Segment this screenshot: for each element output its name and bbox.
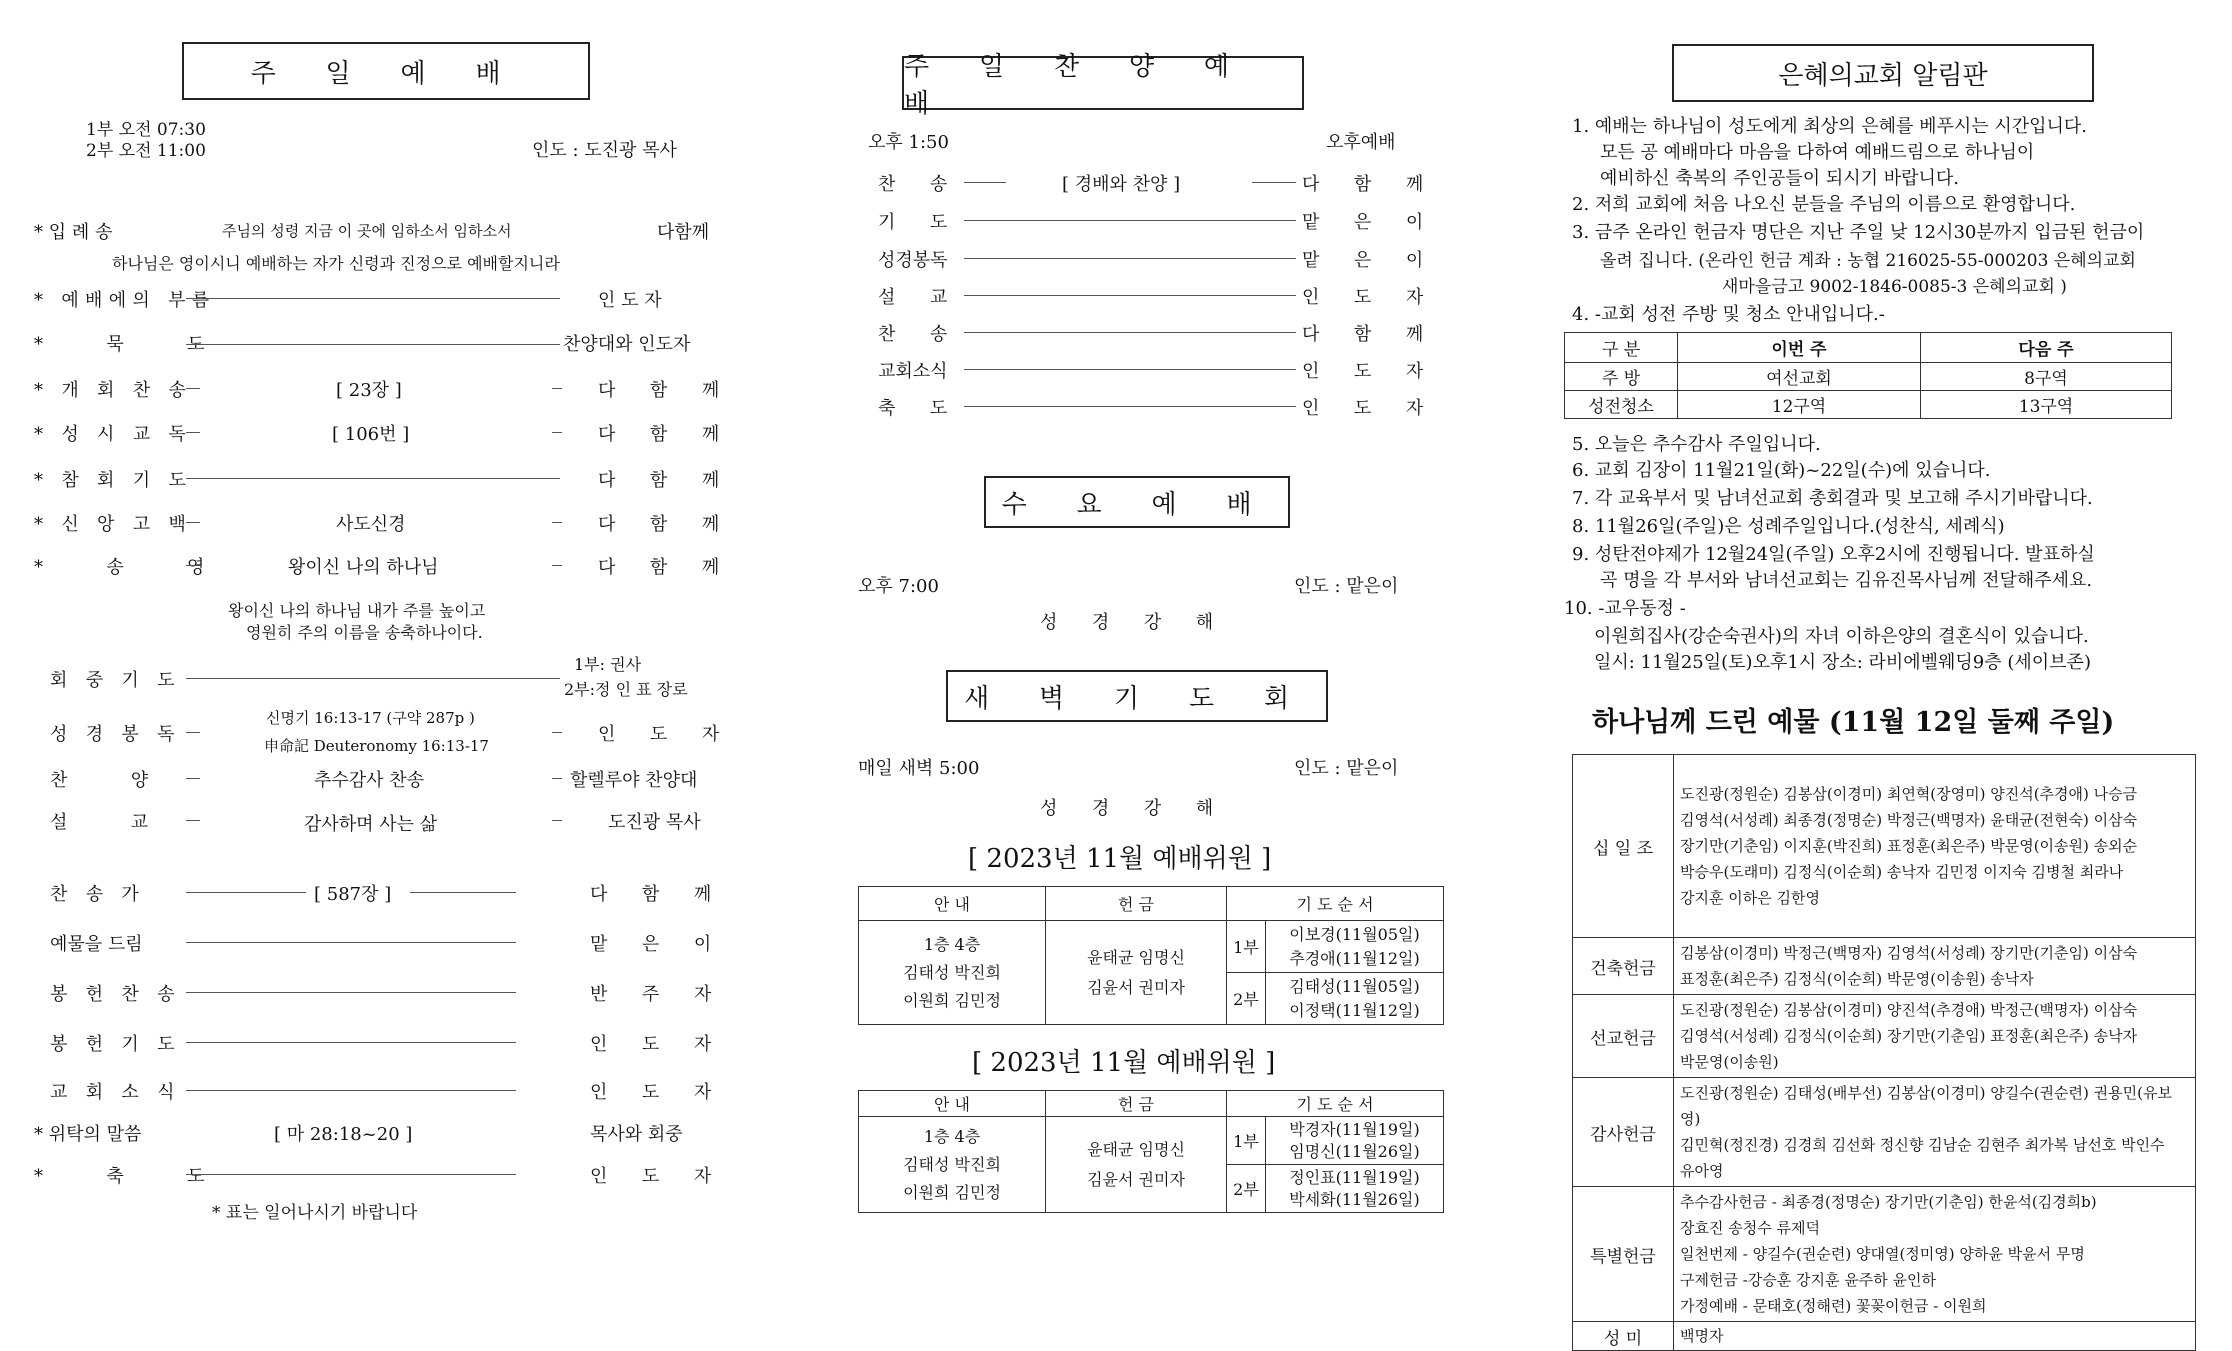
order-item-who: 다 함 께 [598, 424, 734, 445]
offering-names: 김영석(서성례) 김정식(이순희) 장기만(기춘임) 표정훈(최은주) 송낙자 [1680, 1027, 2138, 1045]
dawn-content: 성 경 강 해 [1040, 798, 1228, 819]
notice-line: 일시: 11월25일(토)오후1시 장소: 라비에벨웨딩9층 (세이브존) [1594, 652, 2091, 673]
sermon-who: 도진광 목사 [608, 812, 701, 833]
notice-line: 곡 명을 각 부서와 남녀선교회는 김유진목사님께 전달해주세요. [1600, 570, 2093, 591]
praise-item-who: 인 도 자 [1302, 361, 1438, 382]
offering-type: 성 미 [1573, 1322, 1674, 1351]
offering-names: 박문영(이송원) [1680, 1053, 1779, 1071]
footnote: * 표는 일어나시기 바랍니다 [212, 1203, 418, 1223]
order-item-who: 인 도 자 [590, 1034, 726, 1055]
wed-leader: 인도 : 맡은이 [1294, 576, 1399, 597]
reading-ref-1: 신명기 16:13-17 (구약 287p ) [266, 709, 475, 727]
dawn-time: 매일 새벽 5:00 [858, 758, 980, 779]
order-item-who: 맡 은 이 [590, 934, 726, 955]
clean-cell: 주 방 [1565, 363, 1678, 391]
song-lyric-2: 영원히 주의 이름을 송축하나이다. [246, 623, 483, 642]
clean-header: 구 분 [1565, 333, 1678, 363]
notice-line: 4. -교회 성전 주방 및 청소 안내입니다.- [1572, 304, 1885, 325]
offering-names: 김영석(서성례) 최종경(정명순) 박정근(백명자) 윤태균(전현숙) 이삼숙 [1680, 811, 2138, 829]
praise-item-who: 맡 은 이 [1302, 212, 1438, 233]
prayer-order: 이보경(11월05일) [1289, 924, 1420, 944]
prayer-who-1: 1부: 권사 [574, 655, 642, 674]
time-2: 2부 오전 11:00 [86, 141, 206, 161]
notice-line: 1. 예배는 하나님이 성도에게 최상의 은혜를 베푸시는 시간입니다. [1572, 116, 2088, 137]
praise-item-label: 찬 송 [878, 324, 962, 345]
offering-names: 김봉삼(이경미) 박정근(백명자) 김영석(서성례) 장기만(기춘임) 이삼숙 [1680, 944, 2138, 962]
sermon-label: 설 교 [50, 812, 177, 833]
notice-line: 10. -교우동정 - [1564, 598, 1686, 619]
order-item-label: * 성 시 교 독 [34, 424, 193, 445]
header-prayer: 기 도 순 서 [1227, 887, 1444, 921]
offering-names: 박승우(도래미) 김정식(이순희) 송낙자 김민정 이지숙 김병철 최라나 [1680, 863, 2124, 881]
offering-type: 건축헌금 [1573, 938, 1674, 995]
order-item-label: * 참 회 기 도 [34, 470, 193, 491]
notice-line: 8. 11월26일(주일)은 성례주일입니다.(성찬식, 세례식) [1572, 516, 2005, 537]
clean-cell: 여선교회 [1678, 363, 1921, 391]
offering-line: 김윤서 권미자 [1087, 977, 1185, 997]
offering-names: 장효진 송청수 류제덕 [1680, 1219, 1820, 1237]
wed-time: 오후 7:00 [858, 576, 939, 597]
order-item-who: 목사와 회중 [590, 1124, 683, 1145]
offering-type: 선교헌금 [1573, 995, 1674, 1078]
wed-title-box [984, 476, 1290, 528]
order-item-who: 인 도 자 [598, 290, 662, 311]
offering-names: 도진광(정원순) 김봉삼(이경미) 최연혁(장영미) 양진석(추경애) 나승금 [1680, 785, 2138, 803]
offering-line: 윤태균 임명신 [1087, 1139, 1185, 1159]
clean-cell: 13구역 [1921, 391, 2172, 419]
praise-item-label: 교회소식 [878, 361, 948, 382]
reading-ref-2: 申命記 Deuteronomy 16:13-17 [264, 737, 489, 755]
prayer-order: 정인표(11월19일) [1289, 1167, 1420, 1187]
order-item-who: 다 함 께 [598, 380, 734, 401]
order-item-label: * 위탁의 말씀 [34, 1124, 142, 1145]
order-item-mid: 왕이신 나의 하나님 [288, 557, 439, 578]
order-item-mid: [ 23장 ] [336, 380, 402, 401]
entrance-label: * 입 례 송 [34, 222, 113, 243]
col2-time: 오후 1:50 [868, 132, 949, 153]
offering-names: 구제헌금 -강승훈 강지훈 윤주하 윤인하 [1680, 1271, 1936, 1289]
order-item-mid: [ 587장 ] [314, 884, 392, 905]
notice-line: 9. 성탄전야제가 12월24일(주일) 오후2시에 진행됩니다. 발표하실 [1572, 544, 2095, 565]
clean-header: 이번 주 [1678, 333, 1921, 363]
order-item-mid: [ 106번 ] [332, 424, 410, 445]
prayer-order: 박세화(11월26일) [1289, 1189, 1420, 1209]
offering-title: 하나님께 드린 예물 (11월 12일 둘째 주일) [1592, 707, 2115, 738]
notice-line: 3. 금주 온라인 헌금자 명단은 지난 주일 낮 12시30분까지 입금된 헌금이 [1572, 222, 2145, 243]
clean-cell: 12구역 [1678, 391, 1921, 419]
order-item-label: * 묵 도 [34, 334, 234, 355]
prayer-who-2: 2부:정 인 표 장로 [564, 680, 688, 699]
order-item-label: 예물을 드림 [50, 934, 143, 955]
committee-table-1 [858, 886, 1444, 1025]
committee-title-2: [ 2023년 11월 예배위원 ] [972, 1048, 1276, 1078]
prayer-order: 추경애(11월12일) [1289, 948, 1420, 968]
offering-names: 백명자 [1680, 1327, 1724, 1345]
col1-title-box [182, 42, 590, 100]
offering-names: 가정예배 - 문태호(정해련) 꽃꽂이헌금 - 이원희 [1680, 1297, 1987, 1315]
praise-item-who: 다 함 께 [1302, 324, 1438, 345]
order-item-label: * 개 회 찬 송 [34, 380, 193, 401]
notice-line: 6. 교회 김장이 11월21일(화)~22일(수)에 있습니다. [1572, 460, 1991, 481]
col1-title: 주 일 예 배 [250, 58, 522, 89]
sermon-title: 감사하며 사는 삶 [304, 814, 438, 835]
part-2: 2부 [1227, 973, 1266, 1025]
offering-line: 김윤서 권미자 [1087, 1169, 1185, 1189]
guide-line: 이원희 김민정 [903, 1182, 1001, 1202]
song-lyric-1: 왕이신 나의 하나님 내가 주를 높이고 [228, 601, 486, 620]
order-item-label: * 예배에의 부름 [34, 290, 216, 311]
reading-label: 성 경 봉 독 [50, 724, 181, 745]
order-item-label: 찬 송 가 [50, 884, 146, 905]
praise-item-mid: [ 경배와 찬양 ] [1062, 174, 1181, 195]
offering-names: 일천번제 - 양길수(권순련) 양대열(정미영) 양하윤 박윤서 무명 [1680, 1245, 2085, 1263]
notice-line: 올려 집니다. (온라인 헌금 계좌 : 농협 216025-55-000203 은혜의교회 [1600, 251, 2136, 271]
order-item-who: 다 함 께 [598, 557, 734, 578]
header-guide: 안 내 [859, 887, 1046, 921]
praise-item-label: 성경봉독 [878, 250, 948, 271]
committee-title-1: [ 2023년 11월 예배위원 ] [968, 844, 1272, 874]
order-item-label: * 송 영 [34, 557, 234, 578]
wed-content: 성 경 강 해 [1040, 612, 1228, 633]
col3-title-box [1672, 44, 2094, 102]
part-2: 2부 [1227, 1165, 1266, 1213]
header-offering: 헌 금 [1046, 1091, 1227, 1117]
order-item-label: 봉 헌 기 도 [50, 1034, 181, 1055]
praise-item-who: 다 함 께 [1302, 174, 1438, 195]
offering-table [1572, 754, 2196, 1351]
guide-line: 1층 4층 [923, 1126, 981, 1146]
wed-title: 수 요 예 배 [1001, 489, 1273, 520]
order-item-who: 인 도 자 [590, 1166, 726, 1187]
offering-names: 표정훈(최은주) 김정식(이순희) 박문영(이송원) 송낙자 [1680, 970, 2034, 988]
cleaning-table [1564, 332, 2172, 419]
offering-names: 추수감사헌금 - 최종경(정명순) 장기만(기춘임) 한윤석(김경희b) [1680, 1193, 2097, 1211]
praise-item-label: 찬 송 [878, 174, 962, 195]
committee-table-2 [858, 1090, 1444, 1213]
dawn-leader: 인도 : 맡은이 [1294, 758, 1399, 779]
prayer-order: 임명신(11월26일) [1289, 1141, 1420, 1161]
offering-names: 강지훈 이하은 김한영 [1680, 889, 1820, 907]
notice-line: 5. 오늘은 추수감사 주일입니다. [1572, 434, 1821, 455]
praise-item-who: 맡 은 이 [1302, 250, 1438, 271]
offering-type: 특별헌금 [1573, 1187, 1674, 1322]
offering-names: 유아영 [1680, 1162, 1724, 1180]
order-item-label: 봉 헌 찬 송 [50, 984, 181, 1005]
praise-item-who: 인 도 자 [1302, 287, 1438, 308]
guide-line: 김태성 박진희 [903, 1154, 1001, 1174]
notice-line: 모든 공 예배마다 마음을 다하여 예배드림으로 하나님이 [1600, 142, 2035, 163]
order-item-label: 교 회 소 식 [50, 1082, 181, 1103]
order-item-who: 다 함 께 [598, 514, 734, 535]
praise-item-label: 기 도 [878, 212, 962, 233]
col1-leader: 인도 : 도진광 목사 [532, 140, 677, 161]
prayer-order: 박경자(11월19일) [1289, 1119, 1420, 1139]
entrance-who: 다함께 [657, 222, 710, 243]
entrance-verse: 하나님은 영이시니 예배하는 자가 신령과 진정으로 예배할지니라 [112, 254, 560, 273]
order-item-who: 찬양대와 인도자 [563, 334, 691, 355]
choir-who: 할렐루야 찬양대 [570, 770, 698, 791]
guide-line: 이원희 김민정 [903, 990, 1001, 1010]
col2-title-box [902, 52, 1304, 119]
praise-item-who: 인 도 자 [1302, 398, 1438, 419]
dawn-title: 새 벽 기 도 회 [964, 683, 1310, 714]
part-1: 1부 [1227, 1117, 1266, 1165]
header-prayer: 기 도 순 서 [1227, 1091, 1444, 1117]
notice-line: 예비하신 축복의 주인공들이 되시기 바랍니다. [1600, 168, 1959, 189]
notice-line: 새마을금고 9002-1846-0085-3 은혜의교회 ) [1722, 277, 2067, 297]
offering-names: 장기만(기춘임) 이지훈(박진희) 표정훈(최은주) 박문영(이송원) 송외순 [1680, 837, 2138, 855]
order-item-label: * 축 도 [34, 1166, 234, 1187]
choir-label: 찬 양 [50, 770, 177, 791]
order-item-who: 다 함 께 [598, 470, 734, 491]
guide-line: 김태성 박진희 [903, 962, 1001, 982]
clean-cell: 성전청소 [1565, 391, 1678, 419]
offering-type: 감사헌금 [1573, 1078, 1674, 1187]
col2-type: 오후예배 [1326, 132, 1396, 153]
part-1: 1부 [1227, 921, 1266, 973]
time-1: 1부 오전 07:30 [86, 120, 206, 140]
header-offering: 헌 금 [1046, 887, 1227, 921]
notice-line: 이원희집사(강순숙권사)의 자녀 이하은양의 결혼식이 있습니다. [1594, 626, 2089, 647]
order-item-who: 반 주 자 [590, 984, 726, 1005]
offering-type: 십 일 조 [1573, 755, 1674, 938]
notice-line: 7. 각 교육부서 및 남녀선교회 총회결과 및 보고해 주시기바랍니다. [1572, 488, 2093, 509]
prayer-order: 이정택(11월12일) [1289, 1000, 1420, 1020]
choir-mid: 추수감사 찬송 [314, 770, 425, 791]
order-item-mid: [ 마 28:18~20 ] [274, 1124, 413, 1145]
guide-line: 1층 4층 [923, 934, 981, 954]
offering-names: 김민혁(정진경) 김경희 김선화 정신향 김남순 김현주 최가복 남선호 박인수 [1680, 1136, 2165, 1154]
order-item-label: * 신 앙 고 백 [34, 514, 193, 535]
order-item-who: 인 도 자 [590, 1082, 726, 1103]
col2-title: 주 일 찬 양 예 배 [904, 52, 1250, 119]
order-item-mid: 사도신경 [336, 514, 406, 535]
col3-title: 은혜의교회 알림판 [1778, 60, 1988, 91]
offering-names: 도진광(정원순) 김태성(배부선) 김봉삼(이경미) 양길수(권순련) 권용민(유보영) [1680, 1084, 2172, 1128]
dawn-title-box [946, 670, 1328, 722]
header-guide: 안 내 [859, 1091, 1046, 1117]
clean-cell: 8구역 [1921, 363, 2172, 391]
praise-item-label: 축 도 [878, 398, 962, 419]
prayer-label: 회 중 기 도 [50, 670, 181, 691]
clean-header: 다음 주 [1921, 333, 2172, 363]
notice-line: 2. 저희 교회에 처음 나오신 분들을 주님의 이름으로 환영합니다. [1572, 194, 2076, 215]
entrance-song: 주님의 성령 지금 이 곳에 임하소서 임하소서 [222, 222, 512, 240]
praise-item-label: 설 교 [878, 287, 962, 308]
prayer-order: 김태성(11월05일) [1289, 976, 1420, 996]
offering-names: 도진광(정원순) 김봉삼(이경미) 양진석(추경애) 박정근(백명자) 이삼숙 [1680, 1001, 2138, 1019]
offering-line: 윤태균 임명신 [1087, 947, 1185, 967]
order-item-who: 다 함 께 [590, 884, 726, 905]
reading-who: 인 도 자 [598, 724, 734, 745]
